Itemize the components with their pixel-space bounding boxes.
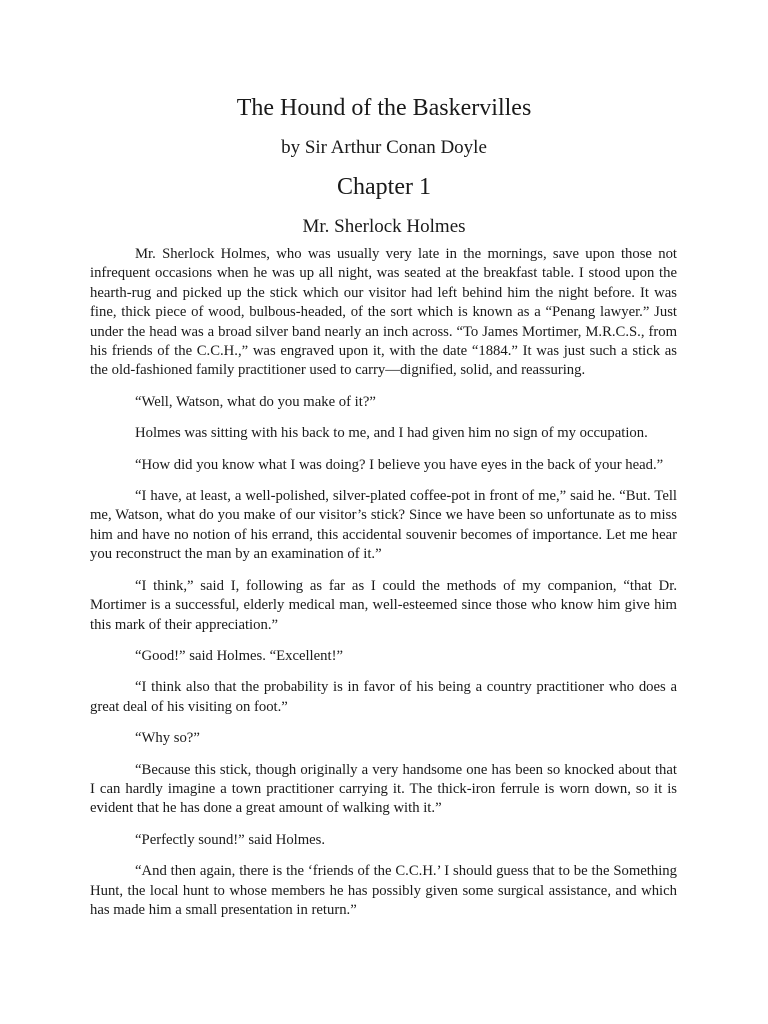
paragraph: “I think,” said I, following as far as I could the methods of my companion, “that Dr. Mortimer is a successful, elderly medical man, well-esteemed since those who know him give him this mark of their appreciation.” xyxy=(90,577,677,633)
chapter-title: Mr. Sherlock Holmes xyxy=(302,216,466,237)
paragraph: “I have, at least, a well-polished, silver-plated coffee-pot in front of me,” said he. “But. Tell me, Watson, what do you make of our visitor’s stick? Since we have been so unfortunate as to miss him and have no notion of his errand, this accidental souvenir becomes of importance. Let me hear you reconstruct the man by an examination of it.” xyxy=(90,488,677,563)
paragraph: “And then again, there is the ‘friends of the C.C.H.’ I should guess that to be the Something Hunt, the local hunt to whose members he has possibly given some surgical assistance, and which has made him a small presentation in return.” xyxy=(90,863,677,918)
paragraph: “I think also that the probability is in favor of his being a country practitioner who does a great deal of his visiting on foot.” xyxy=(90,679,677,715)
paragraph: “Well, Watson, what do you make of it?” xyxy=(135,393,376,410)
paragraph: “Perfectly sound!” said Holmes. xyxy=(135,831,326,848)
book-title: The Hound of the Baskervilles xyxy=(236,95,532,121)
chapter-number: Chapter 1 xyxy=(337,174,431,200)
book-author: by Sir Arthur Conan Doyle xyxy=(281,137,487,158)
paragraph: Mr. Sherlock Holmes, who was usually very late in the mornings, save upon those not infrequent occasions when he was up all night, was seated at the breakfast table. I stood upon the hearth-rug and picked up the stick which our visitor had left behind him the night before. It was fine, thick piece of wood, bulbous-headed, of the sort which is known as a “Penang lawyer.” Just under the head was a broad silver band nearly an inch across. “To James Mortimer, M.R.C.S., from his friends of the C.C.H.,” was engraved upon it, with the date “1884.” It was just such a stick as the old-fashioned family practitioner used to carry—dignified, solid, and reassuring. xyxy=(90,246,677,379)
chapter-body xyxy=(90,245,677,932)
paragraph: “How did you know what I was doing? I believe you have eyes in the back of your head.” xyxy=(135,456,664,473)
paragraph: “Why so?” xyxy=(135,730,200,747)
paragraph: Holmes was sitting with his back to me, and I had given him no sign of my occupation. xyxy=(135,425,648,442)
paragraph: “Because this stick, though originally a very handsome one has been so knocked about that I can hardly imagine a town practitioner carrying it. The thick-iron ferrule is worn down, so it is evident that he has done a great amount of walking with it.” xyxy=(90,761,677,817)
paragraph: “Good!” said Holmes. “Excellent!” xyxy=(135,647,343,664)
